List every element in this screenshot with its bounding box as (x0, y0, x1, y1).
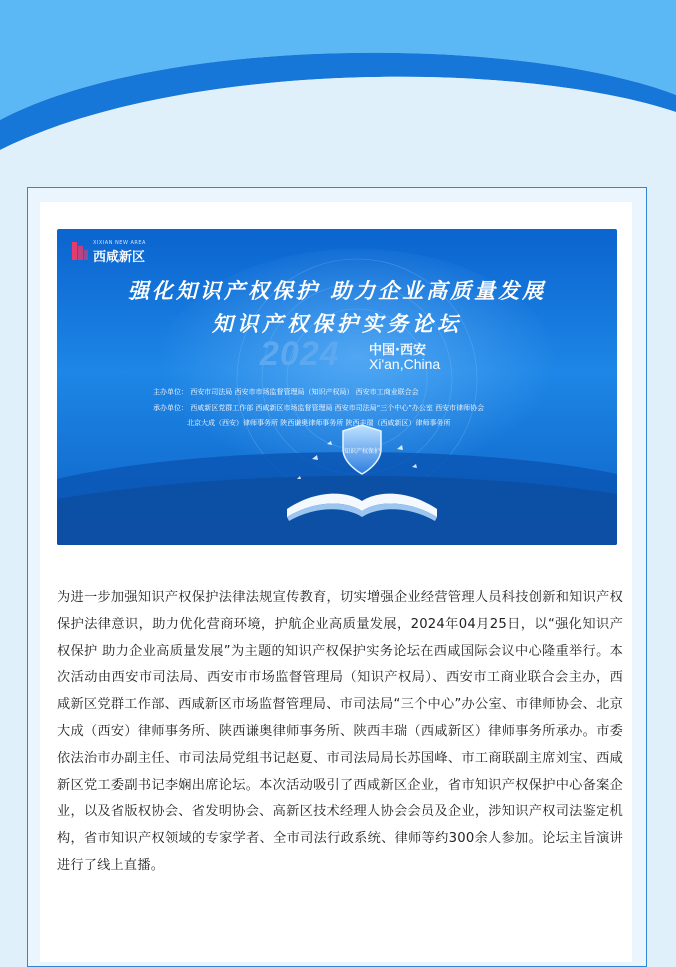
organizer-units-2: 北京大成（西安）律师事务所 陕西谦奥律师事务所 陕西丰瑞（西咸新区）律师事务所 (187, 419, 451, 427)
header-decoration (0, 0, 676, 190)
brand-logo (71, 237, 145, 265)
banner-title-line1: 强化知识产权保护 助力企业高质量发展 (127, 278, 547, 303)
logo-english: XIXIAN NEW AREA (93, 240, 146, 246)
banner-title-line2: 知识产权保护实务论坛 (212, 311, 462, 336)
organizer-units-1: 承办单位： 西咸新区党群工作部 西咸新区市场监督管理局 西安市司法局“三个中心”办公室 西安市律师协会 (153, 404, 485, 412)
article-paragraph: 为进一步加强知识产权保护法律法规宣传教育，切实增强企业经营管理人员科技创新和知识产权保护法律意识，助力优化营商环境，护航企业高质量发展，2024年04月25日，以“强化知识产权保护 助力企业高质量发展”为主题的知识产权保护实务论坛在西咸国际会议中心隆重举行。本次活动由西安市司法局、西安市市场监督管理局（知识产权局）、西安市工商业联合会主办，西咸新区党群工作部、西咸新区市场监督管理局、市司法局“三个中心”办公室、市律师协会、北京大成（西安）律师事务所、陕西谦奥律师事务所、陕西丰瑞（西咸新区）律师事务所承办。市委依法治市办副主任、市司法局党组书记赵夏、市司法局局长苏国峰、市工商联副主席刘宝、西咸新区党工委副书记李娴出席论坛。本次活动吸引了西咸新区企业，省市知识产权保护中心备案企业，以及省版权协会、省发明协会、高新区技术经理人协会会员及企业，涉知识产权司法鉴定机构，省市知识产权领域的专家学者、全市司法行政系统、律师等约300余人参加。论坛主旨演讲进行了线上直播。 (57, 590, 623, 873)
logo-chinese: 西咸新区 (93, 250, 146, 265)
forum-banner (57, 229, 617, 545)
host-units: 主办单位： 西安市司法局 西安市市场监督管理局（知识产权局） 西安市工商业联合会 (153, 388, 419, 396)
banner-year: 2024 (260, 335, 340, 373)
shield-label: 知识产权保护 (343, 448, 381, 455)
banner-city-cn: 中国·西安 (369, 343, 426, 358)
xixian-logo-icon (71, 240, 89, 262)
banner-city-en: Xi'an,China (369, 356, 441, 372)
